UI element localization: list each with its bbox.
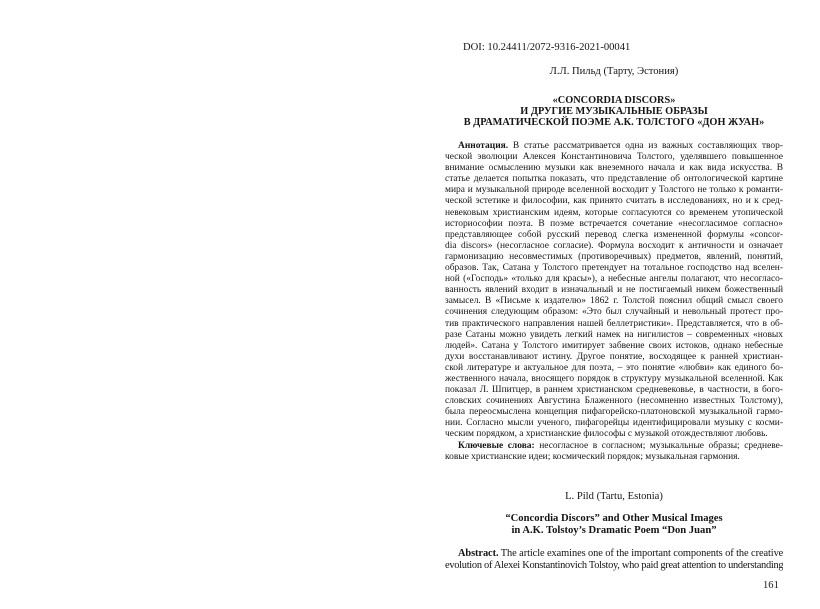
abstract-en-label: Abstract. [458, 548, 499, 559]
abstract-line: ческим порядком, а христианские философы с музыкой отождествляют любовь. [445, 429, 768, 440]
abstract-line: ческой эстетике и философии, как принято считать в исследованиях, но и к сред- [445, 196, 783, 207]
abstract-line: образов. Так, Сатана у Толстого претендует на тотальное господство над вселен- [445, 263, 783, 274]
abstract-line: гармонизацию несовместимых (противоречивых) предметов, явлений, понятий, [445, 251, 783, 262]
abstract-line: разе Сатаны можно увидеть легкий намек на нигилистов – современных «новых [445, 329, 783, 340]
keywords-line: Ключевые слова: несогласное в согласном; музыкальные образы; средневе- [458, 440, 783, 451]
abstract-label: Аннотация. [458, 141, 509, 151]
title-ru-line: «CONCORDIA DISCORS» [552, 95, 676, 106]
abstract-line: словских сочинениях Августина Блаженного (несомненно известных Толстому), [445, 396, 783, 407]
abstract-line: статье делается попытка показать, что представление об онтологической картине [445, 174, 783, 185]
abstract-line: жественного начала, вносящего порядок в структуру музыкальной вселенной. Как [445, 373, 783, 384]
abstract-line: людей». Сатана у Толстого имитирует забвение своих истоков, однако небесные [445, 340, 783, 351]
abstract-line: была переосмыслена концепция пифагорейско-платоновской музыкальной гармо- [445, 407, 783, 418]
abstract-line: нии. Согласно мысли ученого, пифагорейцы идентифицировали музыку с косми- [445, 418, 783, 429]
abstract-line: историософии поэта. В поэме встречается сочетание «несогласимое согласно» [445, 218, 783, 229]
abstract-line: духи восстанавливают истину. Другое понятие, восходящее к ранней христиан- [445, 351, 783, 362]
author-en: L. Pild (Tartu, Estonia) [565, 491, 663, 502]
title-ru [445, 95, 783, 128]
abstract-line: ной («Господь» «только для красы»), а небесные ангелы полагают, что несогласо- [445, 274, 783, 285]
abstract-line: тив практического направления нашей беллетристики». Представляется, что в об- [445, 318, 783, 329]
abstract-line: представляющее собой русский перевод слегка измененной формулы «concor- [445, 229, 783, 240]
title-en [445, 513, 783, 537]
abstract-ru [445, 141, 783, 463]
abstract-line: dia discors» (несогласное согласие). Формула восходит к античности и означает [445, 240, 783, 251]
keywords-label: Ключевые слова: [458, 440, 535, 451]
abstract-line: внимание осмыслению музыки как внеземного начала и как вида искусства. В [445, 163, 783, 174]
abstract-en [445, 548, 783, 573]
abstract-line: замысел. В «Письме к издателю» 1862 г. Толстой пояснил общий смысл своего [445, 296, 783, 307]
abstract-en-line: Abstract. The article examines one of the important components of the creative [458, 548, 783, 559]
keywords-line: ковые христианские идеи; космический порядок; музыкальная гармония. [445, 451, 740, 462]
abstract-line: Аннотация. В статье рассматривается одна из важных составляющих твор- [458, 141, 783, 151]
abstract-line: ванность явлений входит в изначальный и не постигаемый никем божественный [445, 285, 783, 296]
abstract-line: ческой эволюции Алексея Константиновича Толстого, уделявшего повышенное [445, 152, 783, 163]
doi-line: DOI: 10.24411/2072-9316-2021-00041 [463, 42, 631, 53]
abstract-line: показал Л. Шпитцер, в раннем христианском средневековье, в частности, в бого- [445, 385, 783, 396]
abstract-line: мира и музыкальной природе вселенной восходит у Толстого не только к романти- [445, 185, 783, 196]
title-en-line: “Concordia Discors” and Other Musical Images [505, 513, 723, 524]
abstract-en-line: evolution of Alexei Konstantinovich Tolstoy, who paid great attention to understanding [445, 560, 783, 572]
author-ru: Л.Л. Пильд (Тарту, Эстония) [549, 66, 679, 77]
title-ru-line: В ДРАМАТИЧЕСКОЙ ПОЭМЕ А.К. ТОЛСТОГО «ДОН ЖУАН» [463, 117, 765, 128]
title-en-line: in A.K. Tolstoy’s Dramatic Poem “Don Juan” [511, 525, 717, 536]
abstract-line: ской литературе и актуальное для поэта, – это понятие «любви» как единого бо- [445, 362, 783, 373]
abstract-line: сочинения следующим образом: «Это был случайный и невольный протест про- [445, 307, 783, 318]
title-ru-line: И ДРУГИЕ МУЗЫКАЛЬНЫЕ ОБРАЗЫ [520, 106, 708, 117]
page-number: 161 [763, 580, 779, 591]
abstract-line: невековым христианским идеям, которые согласуются со временем утопической [445, 207, 783, 218]
